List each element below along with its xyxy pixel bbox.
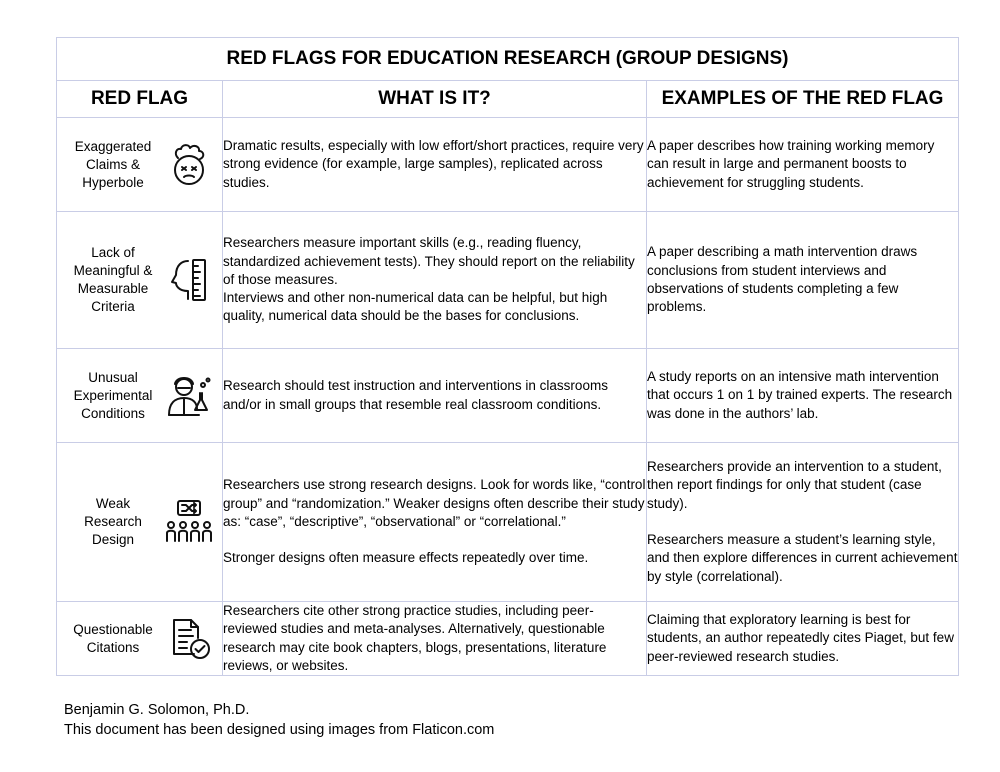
flag-cell [57, 602, 223, 676]
head-ruler-icon [164, 255, 214, 305]
image-credit: This document has been designed using images from Flaticon.com [64, 722, 495, 738]
example-text: A paper describing a math intervention draws conclusions from student interviews and observations of students completing a few problems. [647, 244, 918, 315]
flag-cell [57, 349, 223, 443]
what-text: Research should test instruction and interventions in classrooms and/or in small groups that resemble real classroom conditions. [223, 378, 608, 412]
scientist-icon [164, 371, 214, 421]
flag-cell [57, 443, 223, 602]
what-cell [223, 212, 647, 349]
what-cell [223, 349, 647, 443]
example-text: Claiming that exploratory learning is best for students, an author repeatedly cites Piaget, but few peer-reviewed research studies. [647, 612, 954, 664]
column-header-what-is-it: WHAT IS IT? [223, 81, 647, 118]
column-header-red-flag: RED FLAG [57, 81, 223, 118]
table-title: RED FLAGS FOR EDUCATION RESEARCH (GROUP DESIGNS) [57, 38, 959, 81]
example-text: A study reports on an intensive math intervention that occurs 1 on 1 by trained experts. The research was done in the authors’ lab. [647, 369, 953, 421]
exploding-head-icon [164, 140, 214, 190]
table-row [57, 443, 959, 602]
what-text: Researchers measure important skills (e.g., reading fluency, standardized achievement tests). They should report on the reliability of those measures. [223, 235, 635, 287]
flag-label: Weak Research Design [84, 496, 142, 547]
what-cell [223, 602, 647, 676]
example-text: Researchers measure a student’s learning style, and then explore differences in current achievement by style (correlational). [647, 532, 958, 584]
example-cell [647, 349, 959, 443]
example-text: Researchers provide an intervention to a student, then report findings for only that student (case study). [647, 459, 942, 511]
flag-cell [57, 118, 223, 212]
table-row [57, 602, 959, 676]
what-text: Dramatic results, especially with low effort/short practices, require very strong evidence (for example, large samples), replicated across studies. [223, 138, 644, 190]
flag-label: Unusual Experimental Conditions [73, 369, 153, 421]
what-text: Researchers cite other strong practice studies, including peer-reviewed studies and meta-analyses. Alternatively, questionable research may cite book chapters, blogs, presentations, literature reviews, or websites. [223, 603, 607, 673]
column-header-examples: EXAMPLES OF THE RED FLAG [647, 81, 959, 118]
what-text: Interviews and other non-numerical data can be helpful, but high quality, numerical data should be the bases for conclusions. [223, 290, 608, 324]
flag-label: Questionable Citations [73, 621, 153, 655]
table-row [57, 349, 959, 443]
example-cell [647, 443, 959, 602]
group-shuffle-icon [164, 497, 214, 547]
table-row [57, 118, 959, 212]
what-text: Stronger designs often measure effects repeatedly over time. [223, 550, 589, 566]
example-text: A paper describes how training working memory can result in large and permanent boosts to achievement for struggling students. [647, 138, 935, 190]
document-check-icon [164, 614, 214, 664]
flag-label: Exaggerated Claims & Hyperbole [74, 138, 152, 190]
author-credit: Benjamin G. Solomon, Ph.D. [64, 702, 250, 718]
table-row [57, 212, 959, 349]
what-cell [223, 118, 647, 212]
example-cell [647, 118, 959, 212]
flag-cell [57, 212, 223, 349]
example-cell [647, 602, 959, 676]
example-cell [647, 212, 959, 349]
flag-label: Lack of Meaningful & Measurable Criteria [73, 245, 153, 314]
document-footer [64, 700, 494, 740]
what-cell [223, 443, 647, 602]
what-text: Researchers use strong research designs. Look for words like, “control group” and “randomization.” Weaker designs often describe their study as: “case”, “descriptive”, “observational” or “correlational.” [223, 477, 646, 529]
red-flags-table [56, 37, 959, 676]
